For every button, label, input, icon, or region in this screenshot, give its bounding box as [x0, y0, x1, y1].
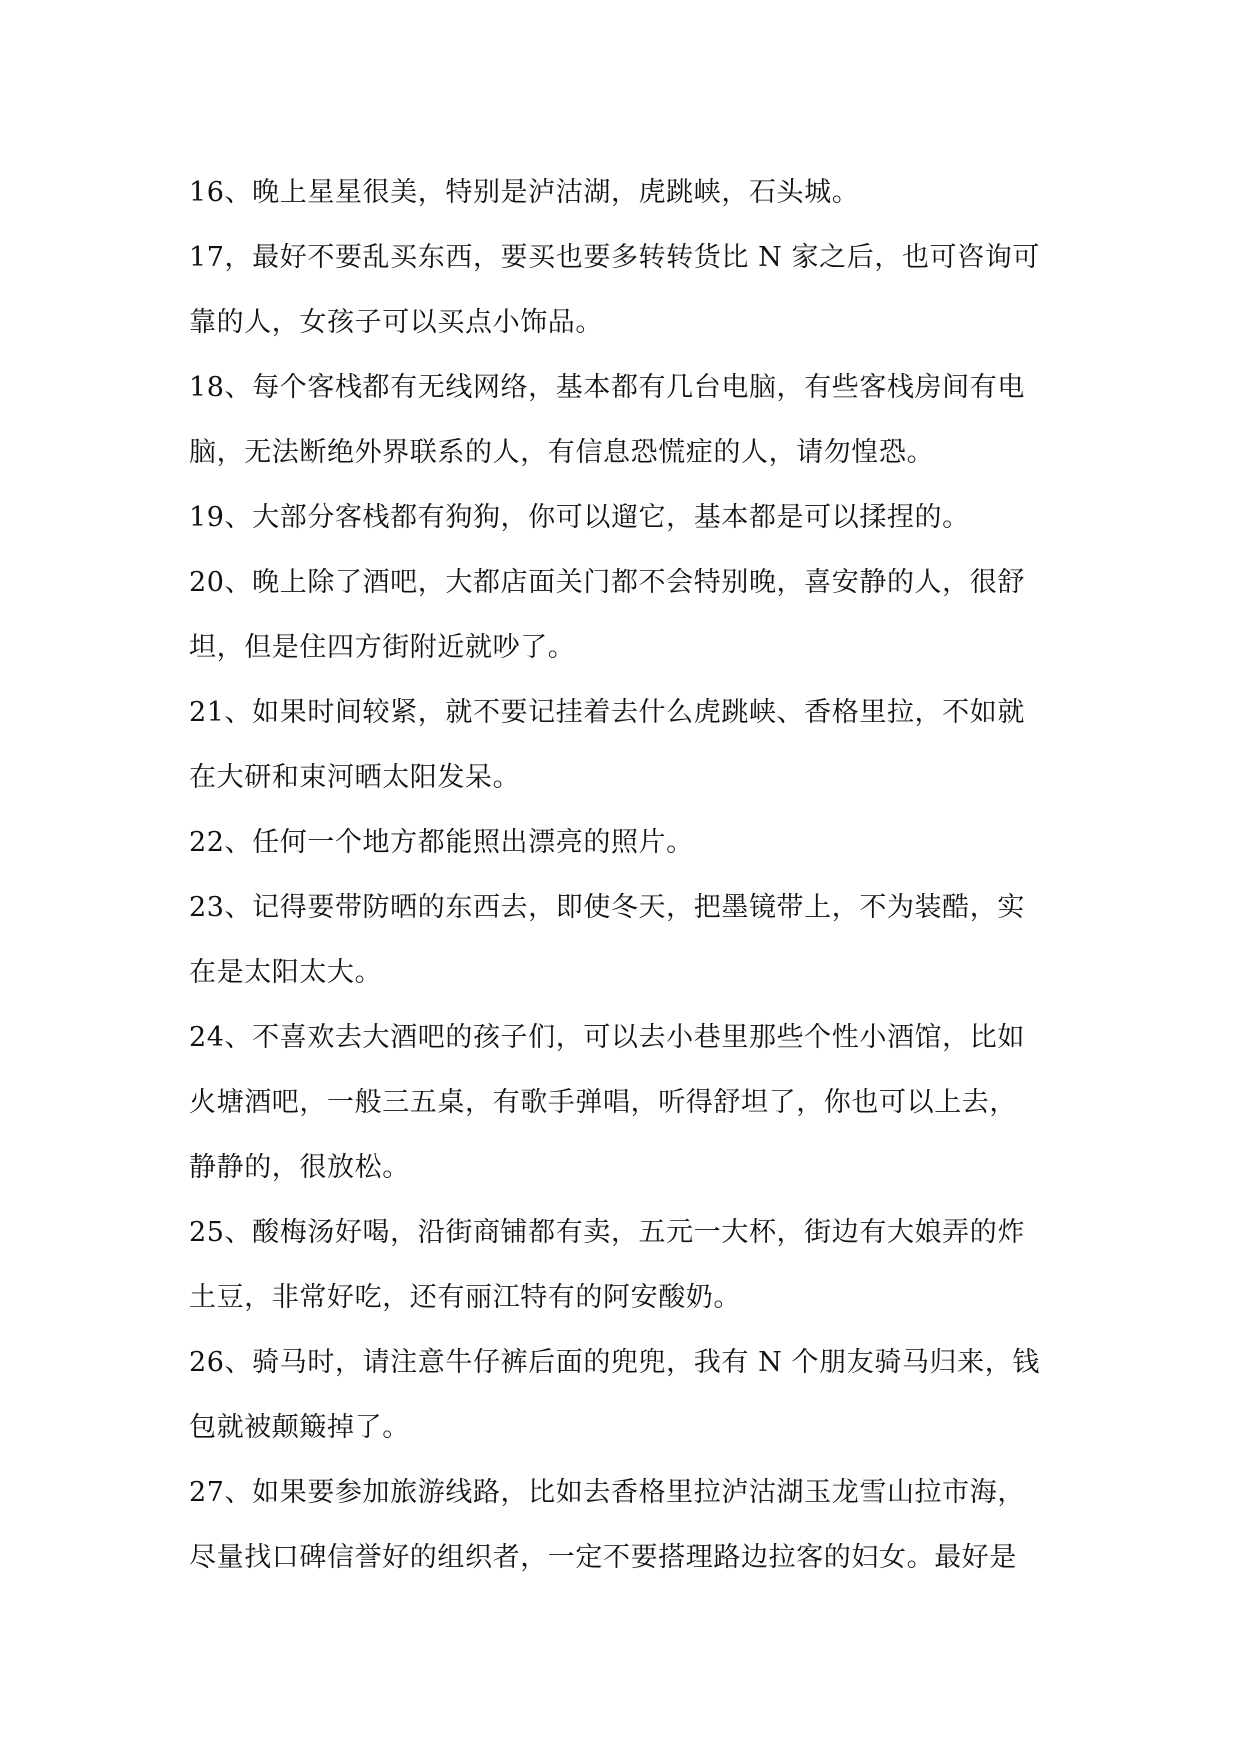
text-line: 18、每个客栈都有无线网络，基本都有几台电脑，有些客栈房间有电 [189, 372, 1025, 403]
text-line: 22、任何一个地方都能照出漂亮的照片。 [189, 827, 694, 858]
text-line: 25、酸梅汤好喝，沿街商铺都有卖，五元一大杯，街边有大娘弄的炸 [189, 1217, 1025, 1248]
text-line: 16、晚上星星很美，特别是泸沽湖，虎跳峡，石头城。 [189, 177, 860, 208]
document-body [189, 160, 1059, 1590]
text-line: 20、晚上除了酒吧，大都店面关门都不会特别晚，喜安静的人，很舒 [189, 567, 1025, 598]
text-line: 坦，但是住四方街附近就吵了。 [189, 632, 576, 663]
text-line: 23、记得要带防晒的东西去，即使冬天，把墨镜带上，不为装酷，实 [189, 892, 1025, 923]
text-line: 包就被颠簸掉了。 [189, 1412, 410, 1443]
text-line: 尽量找口碑信誉好的组织者，一定不要搭理路边拉客的妇女。最好是 [189, 1542, 1017, 1573]
text-line: 21、如果时间较紧，就不要记挂着去什么虎跳峡、香格里拉，不如就 [189, 697, 1025, 728]
text-line: 27、如果要参加旅游线路，比如去香格里拉泸沽湖玉龙雪山拉市海， [189, 1477, 1025, 1508]
text-line: 26、骑马时，请注意牛仔裤后面的兜兜，我有 N 个朋友骑马归来，钱 [189, 1347, 1040, 1378]
text-line: 火塘酒吧，一般三五桌，有歌手弹唱，听得舒坦了，你也可以上去， [189, 1087, 1017, 1118]
text-line: 靠的人，女孩子可以买点小饰品。 [189, 307, 603, 338]
text-line: 在大研和束河晒太阳发呆。 [189, 762, 521, 793]
text-line: 脑，无法断绝外界联系的人，有信息恐慌症的人，请勿惶恐。 [189, 437, 935, 468]
text-line: 静静的，很放松。 [189, 1152, 410, 1183]
text-line: 17，最好不要乱买东西，要买也要多转转货比 N 家之后，也可咨询可 [189, 242, 1040, 273]
text-line: 在是太阳太大。 [189, 957, 383, 988]
text-line: 24、不喜欢去大酒吧的孩子们，可以去小巷里那些个性小酒馆，比如 [189, 1022, 1025, 1053]
text-line: 土豆，非常好吃，还有丽江特有的阿安酸奶。 [189, 1282, 741, 1313]
text-line: 19、大部分客栈都有狗狗，你可以遛它，基本都是可以揉捏的。 [189, 502, 970, 533]
